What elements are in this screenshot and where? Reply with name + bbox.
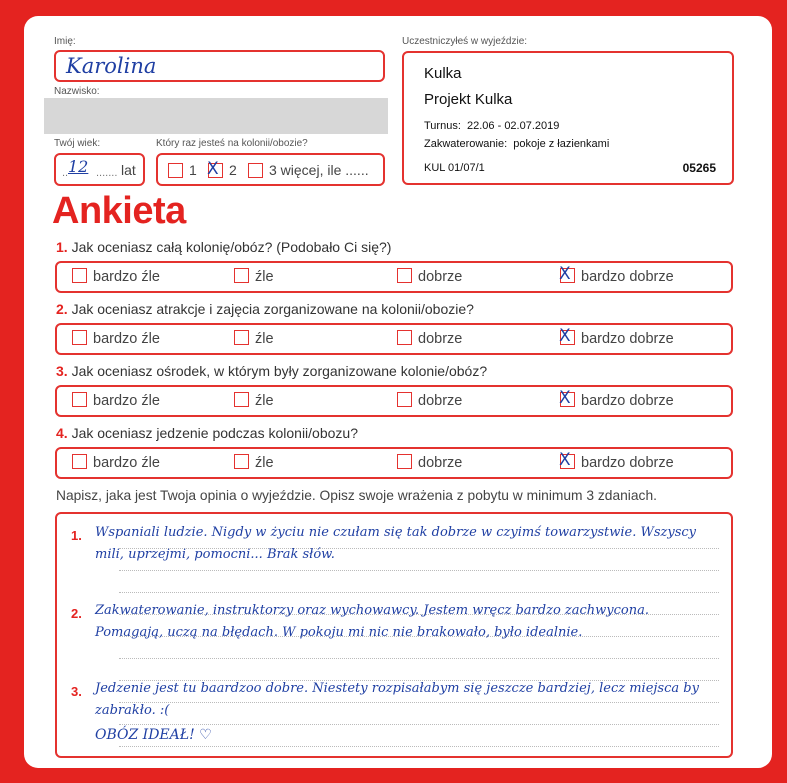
option-very-bad[interactable]: [72, 331, 160, 347]
option-label: źle: [255, 455, 274, 472]
option-label: bardzo źle: [93, 331, 160, 348]
checkbox[interactable]: [234, 268, 249, 283]
question-text: Jak oceniasz całą kolonię/obóz? (Podobało Ci się?): [71, 239, 392, 255]
opinion-answer-2: Zakwaterowanie, instruktorzy oraz wychowawcy. Jestem wręcz bardzo zachwycona. Pomagają, uczą na błędach. W pokoju mi nic nie brakowało, było idealnie.: [95, 603, 649, 640]
accommodation-value: pokoje z łazienkami: [513, 138, 610, 150]
check-mark: X: [559, 325, 571, 346]
times-label: Który raz jesteś na kolonii/obozie?: [156, 138, 308, 149]
opinion-answer-1: Wspaniali ludzie. Nigdy w życiu nie czułam się tak dobrze w czyimś towarzystwie. Wszyscy mili, uprzejmi, pomocni... Brak słów.: [95, 525, 697, 562]
option-good[interactable]: [397, 455, 462, 471]
checkbox[interactable]: [234, 330, 249, 345]
checkbox[interactable]: [234, 392, 249, 407]
option-label: źle: [255, 393, 274, 410]
option-bad[interactable]: [234, 455, 274, 471]
question-number: 2.: [56, 301, 68, 317]
opinion-answer-3-extra: OBÓZ IDEAŁ! ♡: [95, 727, 212, 743]
age-label: Twój wiek:: [54, 138, 101, 149]
times-checkbox-2[interactable]: [207, 159, 223, 179]
check-mark: X: [559, 387, 571, 408]
option-label: dobrze: [418, 269, 463, 286]
survey-title: Ankieta: [52, 190, 186, 232]
accommodation: [424, 138, 609, 150]
checkbox[interactable]: [72, 392, 87, 407]
option-very-good[interactable]: [559, 263, 674, 286]
question-number: 4.: [56, 425, 68, 441]
trip-code: KUL 01/07/1: [424, 162, 485, 174]
option-good[interactable]: [397, 393, 462, 409]
question-text: Jak oceniasz jedzenie podczas kolonii/obozu?: [71, 425, 358, 441]
age-value: 12: [68, 157, 89, 176]
age-dots-right: .......: [96, 167, 118, 179]
ruled-line: [119, 570, 719, 571]
ruled-line: [119, 592, 719, 593]
times-option-1: 1: [189, 162, 197, 178]
name-field[interactable]: [54, 50, 385, 82]
participant-label: Uczestniczyłeś w wyjeździe:: [402, 36, 528, 47]
checkbox[interactable]: [397, 330, 412, 345]
option-very-bad[interactable]: [72, 455, 160, 471]
trip-info-box: [402, 51, 734, 185]
trip-number: 05265: [682, 161, 716, 175]
opinion-prompt: Napisz, jaka jest Twoja opinia o wyjeździe. Opisz swoje wrażenia z pobytu w minimum 3 zdaniach.: [56, 488, 657, 503]
option-very-good[interactable]: [559, 387, 674, 410]
name-label: Imię:: [54, 36, 76, 47]
option-bad[interactable]: [234, 331, 274, 347]
checkbox[interactable]: [72, 454, 87, 469]
check-mark: X: [207, 159, 219, 179]
option-label: bardzo dobrze: [581, 393, 674, 410]
checkbox[interactable]: [72, 268, 87, 283]
option-good[interactable]: [397, 331, 462, 347]
check-mark: X: [559, 263, 571, 284]
option-label: bardzo dobrze: [581, 269, 674, 286]
option-label: źle: [255, 331, 274, 348]
age-field[interactable]: [54, 153, 145, 186]
trip-line1: Kulka: [424, 65, 462, 82]
checkbox[interactable]: [397, 392, 412, 407]
question-number: 1.: [56, 239, 68, 255]
age-dots-left: ..: [62, 167, 69, 179]
question-4: [56, 425, 358, 441]
check-mark: X: [559, 449, 571, 470]
checkbox-checked[interactable]: [559, 387, 575, 408]
option-label: dobrze: [418, 455, 463, 472]
checkbox[interactable]: [72, 330, 87, 345]
question-3: [56, 363, 487, 379]
option-label: bardzo źle: [93, 455, 160, 472]
option-very-good[interactable]: [559, 449, 674, 472]
turnus-value: 22.06 - 02.07.2019: [467, 120, 560, 132]
turnus: [424, 120, 559, 132]
question-number: 3.: [56, 363, 68, 379]
option-label: dobrze: [418, 331, 463, 348]
option-label: bardzo źle: [93, 393, 160, 410]
option-very-bad[interactable]: [72, 393, 160, 409]
option-very-good[interactable]: [559, 325, 674, 348]
option-label: dobrze: [418, 393, 463, 410]
trip-line2: Projekt Kulka: [424, 91, 513, 108]
checkbox[interactable]: [397, 268, 412, 283]
checkbox[interactable]: [397, 454, 412, 469]
age-unit: lat: [121, 162, 136, 178]
option-label: bardzo dobrze: [581, 331, 674, 348]
checkbox-checked[interactable]: [559, 449, 575, 470]
survey-form: [24, 16, 772, 768]
question-1: [56, 239, 391, 255]
opinion-answer-3: Jedzenie jest tu baardzoo dobre. Niestety rozpisałabym się jeszcze bardziej, lecz miejsca by zabrakło. :(: [95, 681, 699, 718]
option-very-bad[interactable]: [72, 269, 160, 285]
checkbox[interactable]: [234, 454, 249, 469]
option-label: bardzo źle: [93, 269, 160, 286]
answer-row-4: [55, 447, 733, 479]
ruled-line: [119, 746, 719, 747]
accommodation-label: Zakwaterowanie:: [424, 138, 508, 150]
opinion-number-3: 3.: [71, 684, 82, 699]
times-option-3: 3 więcej, ile ......: [269, 162, 369, 178]
times-checkbox-3[interactable]: [248, 163, 263, 178]
checkbox-checked[interactable]: [559, 325, 575, 346]
option-bad[interactable]: [234, 393, 274, 409]
turnus-label: Turnus:: [424, 120, 461, 132]
option-bad[interactable]: [234, 269, 274, 285]
question-2: [56, 301, 474, 317]
option-label: bardzo dobrze: [581, 455, 674, 472]
times-option-2: 2: [229, 162, 237, 178]
redacted-surname: [44, 98, 388, 134]
option-good[interactable]: [397, 269, 462, 285]
opinion-box[interactable]: [55, 512, 733, 758]
opinion-number-2: 2.: [71, 606, 82, 621]
times-checkbox-1[interactable]: [168, 163, 183, 178]
name-value: Karolina: [66, 54, 157, 78]
option-label: źle: [255, 269, 274, 286]
answer-row-1: [55, 261, 733, 293]
surname-label: Nazwisko:: [54, 86, 100, 97]
times-field: [156, 153, 385, 186]
ruled-line: [119, 658, 719, 659]
question-text: Jak oceniasz ośrodek, w którym były zorganizowane kolonie/obóz?: [71, 363, 488, 379]
answer-row-3: [55, 385, 733, 417]
checkbox-checked[interactable]: [559, 263, 575, 284]
question-text: Jak oceniasz atrakcje i zajęcia zorganizowane na kolonii/obozie?: [71, 301, 474, 317]
opinion-number-1: 1.: [71, 528, 82, 543]
answer-row-2: [55, 323, 733, 355]
